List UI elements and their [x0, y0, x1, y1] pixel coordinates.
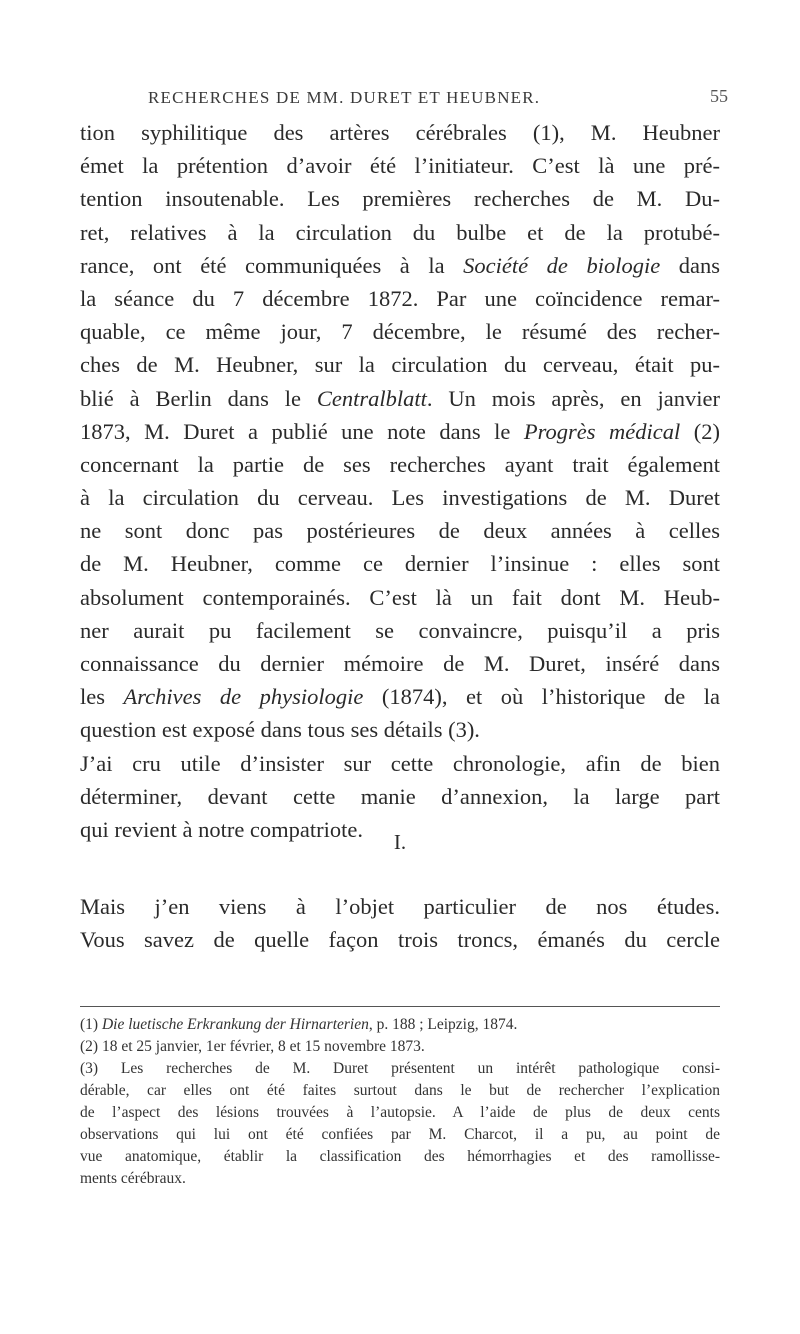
main-text-continued [80, 890, 720, 956]
italic-title: Archives de physiologie [123, 684, 364, 710]
text-segment: dans [660, 252, 720, 278]
main-text [80, 116, 720, 846]
text-line: à la circulation du cerveau. Les investigations de M. Duret [80, 485, 720, 511]
footnote-3-line: dérable, car elles ont été faites surtout dans le but de rechercher l’explication [80, 1082, 720, 1099]
footnote-number: (1) [80, 1016, 102, 1033]
text-line: question est exposé dans tous ses détails (3). [80, 717, 480, 743]
text-line: absolument contemporainés. C’est là un fait dont M. Heub- [80, 584, 720, 610]
footnote-3-line: vue anatomique, établir la classification des hémorrhagies et des ramollisse- [80, 1148, 720, 1165]
text-segment: les [80, 684, 124, 710]
italic-title: Centralblatt [316, 385, 427, 411]
text-segment: , p. 188 ; Leipzig, 1874. [368, 1016, 518, 1033]
footnote-1 [80, 1014, 720, 1036]
footnote-3-line: de l’aspect des lésions trouvées à l’autopsie. A l’aide de plus de deux cents [80, 1104, 720, 1121]
text-line: connaissance du dernier mémoire de M. Duret, inséré dans [80, 651, 720, 676]
text-line: tion syphilitique des artères cérébrales (1), M. Heubner [80, 120, 720, 145]
text-line: ne sont donc pas postérieures de deux années à celles [80, 518, 720, 544]
italic-title: Progrès médical [523, 418, 681, 444]
text-line [80, 680, 720, 713]
text-line: J’ai cru utile d’insister sur cette chronologie, afin de bien [80, 750, 720, 776]
page-number: 55 [710, 86, 728, 106]
text-line: déterminer, devant cette manie d’annexion, la large part [80, 783, 720, 809]
text-segment: rance, ont été communiquées à la [80, 252, 464, 278]
text-segment: (2) [680, 418, 720, 444]
italic-title: Société de biologie [463, 252, 661, 278]
text-line: ret, relatives à la circulation du bulbe et de la protubé- [80, 219, 720, 245]
text-line: ner aurait pu facilement se convaincre, puisqu’il a pris [80, 617, 720, 643]
footnotes [80, 1014, 720, 1190]
text-line [80, 415, 720, 448]
text-line: émet la prétention d’avoir été l’initiateur. C’est là une pré- [80, 153, 720, 179]
text-segment: (1874), et où l’historique de la [363, 684, 720, 710]
text-segment: blié à Berlin dans le [80, 385, 317, 411]
text-line: tention insoutenable. Les premières recherches de M. Du- [80, 186, 720, 212]
footnote-3-line: ments cérébraux. [80, 1170, 186, 1187]
text-line: Mais j’en viens à l’objet particulier de nos études. [80, 894, 720, 919]
text-line: de M. Heubner, comme ce dernier l’insinue : elles sont [80, 551, 720, 577]
text-line [80, 382, 720, 415]
text-line: concernant la partie de ses recherches ayant trait également [80, 451, 720, 477]
text-line: Vous savez de quelle façon trois troncs, émanés du cercle [80, 927, 720, 953]
italic-title: Die luetische Erkrankung der Hirnarterien [101, 1016, 369, 1033]
text-line: quable, ce même jour, 7 décembre, le résumé des recher- [80, 319, 720, 345]
text-line: ches de M. Heubner, sur la circulation du cerveau, était pu- [80, 352, 720, 378]
text-segment: 1873, M. Duret a publié une note dans le [80, 418, 524, 444]
footnote-3-line: observations qui lui ont été confiées par M. Charcot, il a pu, au point de [80, 1126, 720, 1143]
text-line [80, 249, 720, 282]
footnote-2: (2) 18 et 25 janvier, 1er février, 8 et 15 novembre 1873. [80, 1038, 425, 1055]
text-line: qui revient à notre compatriote. [80, 816, 364, 842]
footnote-divider [80, 1006, 720, 1007]
text-segment: . Un mois après, en janvier [426, 385, 720, 411]
text-line: la séance du 7 décembre 1872. Par une coïncidence remar- [80, 285, 720, 311]
section-heading: I. [393, 830, 407, 854]
running-head: RECHERCHES DE MM. DURET ET HEUBNER. [148, 88, 541, 107]
footnote-3-line: (3) Les recherches de M. Duret présentent un intérêt pathologique consi- [80, 1060, 720, 1077]
